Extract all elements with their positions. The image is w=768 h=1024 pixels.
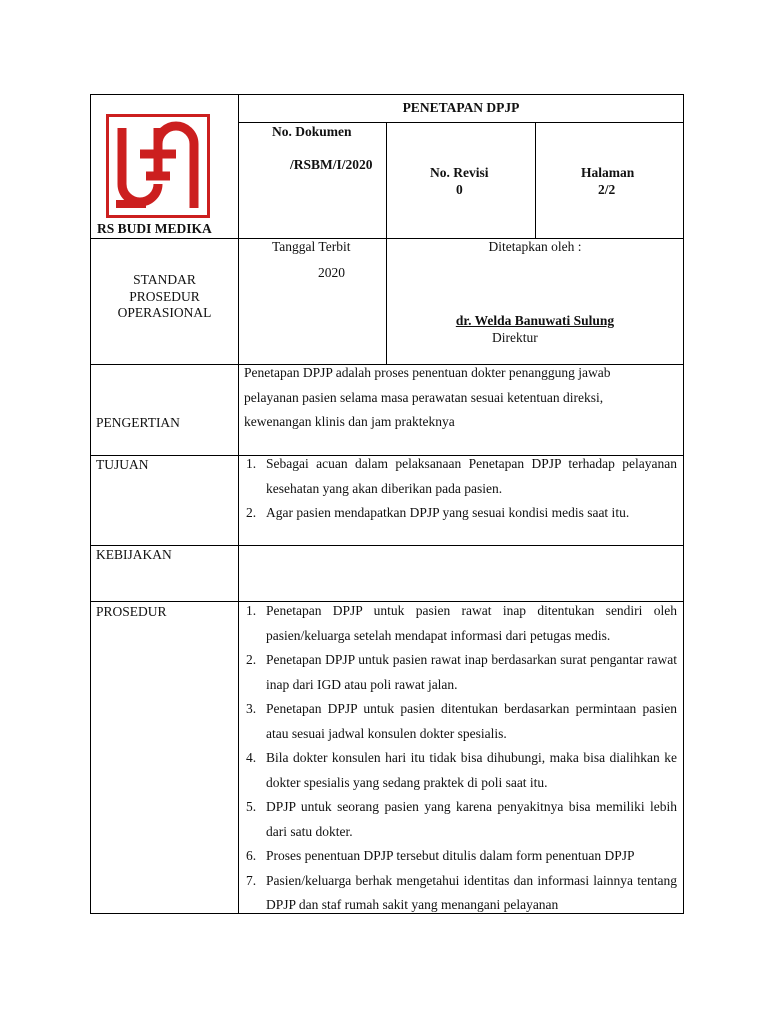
approver-role: Direktur <box>492 330 538 345</box>
list-item <box>240 648 677 697</box>
list-item-number: 4. <box>246 750 257 765</box>
table-border-right <box>683 94 684 914</box>
hospital-name: RS BUDI MEDIKA <box>97 221 212 236</box>
page-label: Halaman <box>581 165 635 180</box>
list-item-number: 3. <box>246 701 257 716</box>
approver-name: dr. Welda Banuwati Sulung <box>455 313 615 328</box>
table-border-left <box>90 94 91 914</box>
list-item <box>240 869 677 918</box>
pengertian-text: Penetapan DPJP adalah proses penentuan dokter penanggung jawab pelayanan pasien selama masa perawatan sesuai ketentuan direksi, kewenangan klinis dan jam prakteknya <box>244 365 611 429</box>
approved-by-label: Ditetapkan oleh : <box>488 239 582 254</box>
page-value: 2/2 <box>598 182 616 197</box>
page-bottom-mask <box>0 914 768 1024</box>
list-item-number: 2. <box>246 505 257 520</box>
list-item <box>240 452 677 501</box>
list-item-text: Penetapan DPJP untuk pasien ditentukan berdasarkan permintaan pasien atau sesuai jadwal konsulen dokter spesialis. <box>266 701 677 741</box>
list-item-number: 6. <box>246 848 257 863</box>
list-item-text: DPJP untuk seorang pasien yang karena penyakitnya bisa memiliki lebih dari satu dokter. <box>266 799 677 839</box>
list-item-number: 2. <box>246 652 257 667</box>
table-rule-tujuan <box>90 545 684 546</box>
list-item-text: Proses penentuan DPJP tersebut ditulis dalam form penentuan DPJP <box>266 848 635 863</box>
list-item-number: 1. <box>246 456 257 471</box>
list-item-text: Bila dokter konsulen hari itu tidak bisa dihubungi, maka bisa dialihkan ke dokter spesialis yang sedang praktek di poli saat itu. <box>266 750 677 790</box>
prosedur-label: PROSEDUR <box>96 604 167 619</box>
list-item <box>240 599 677 648</box>
list-item-text: Penetapan DPJP untuk pasien rawat inap berdasarkan surat pengantar rawat inap dari IGD atau poli rawat jalan. <box>266 652 677 692</box>
revision-label: No. Revisi <box>430 165 489 180</box>
list-item <box>240 746 677 795</box>
kebijakan-label: KEBIJAKAN <box>96 547 172 562</box>
table-border-top <box>90 94 684 95</box>
tujuan-list <box>240 452 677 526</box>
doc-number-value: /RSBM/I/2020 <box>290 157 373 172</box>
list-item-number: 7. <box>246 872 257 888</box>
prosedur-list <box>240 599 677 918</box>
list-item-number: 1. <box>246 603 257 618</box>
issued-date-label: Tanggal Terbit <box>272 239 351 254</box>
list-item <box>240 795 677 844</box>
table-col-divider <box>238 94 239 914</box>
issued-date-value: 2020 <box>318 265 345 280</box>
list-item-text: Penetapan DPJP untuk pasien rawat inap ditentukan sendiri oleh pasien/keluarga setelah mendapat informasi dari petugas medis. <box>266 603 677 643</box>
sop-label-line1: STANDAR <box>133 272 196 287</box>
list-item <box>240 697 677 746</box>
doc-number-label: No. Dokumen <box>272 124 352 139</box>
list-item-number: 5. <box>246 799 257 814</box>
sop-label-line3: OPERASIONAL <box>117 305 212 320</box>
document-title: PENETAPAN DPJP <box>402 100 520 115</box>
list-item <box>240 844 677 869</box>
list-item-text: Sebagai acuan dalam pelaksanaan Penetapan DPJP terhadap pelayanan kesehatan yang akan diberikan pada pasien. <box>266 456 677 496</box>
hospital-logo <box>106 114 210 218</box>
list-item-text: Pasien/keluarga berhak mengetahui identitas dan informasi lainnya tentang DPJP dan staf rumah sakit yang menangani pelayanan <box>266 872 677 912</box>
revision-value: 0 <box>456 182 463 197</box>
pengertian-label: PENGERTIAN <box>96 415 180 430</box>
list-item-text: Agar pasien mendapatkan DPJP yang sesuai kondisi medis saat itu. <box>266 505 630 520</box>
sop-label-line2: PROSEDUR <box>129 289 200 304</box>
table-col-rev-divider <box>535 122 536 239</box>
tujuan-label: TUJUAN <box>96 457 149 472</box>
list-item <box>240 501 677 526</box>
